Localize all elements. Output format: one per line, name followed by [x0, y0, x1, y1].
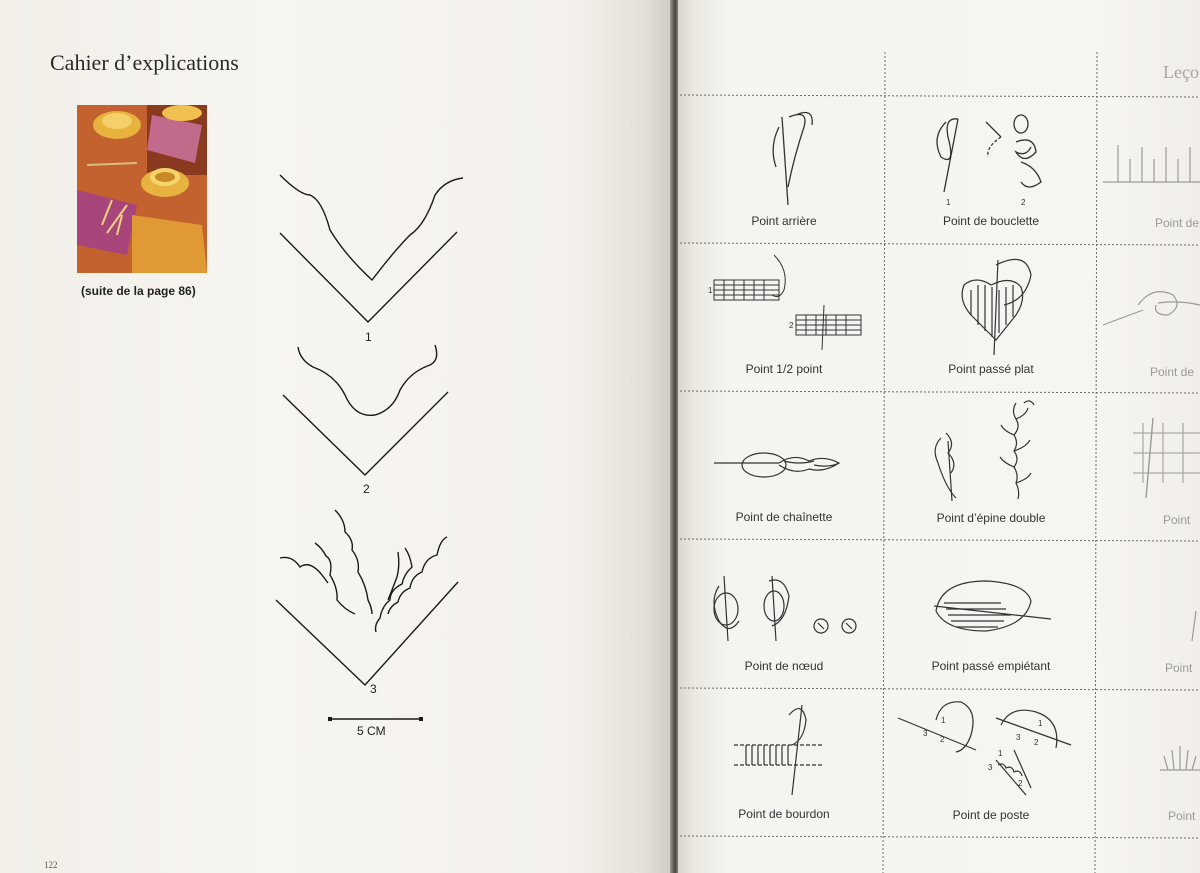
knot-stitch-illustration [684, 541, 884, 656]
stitch-label: Point de chaînette [735, 510, 833, 524]
scale-label: 5 CM [357, 724, 386, 738]
svg-text:1: 1 [1038, 719, 1043, 728]
svg-text:3: 3 [988, 763, 993, 772]
cut-stitch-illustration [1098, 245, 1200, 355]
photo-caption: (suite de la page 86) [81, 284, 196, 298]
stitch-cell-cut [1098, 97, 1200, 243]
svg-text:3: 3 [1016, 733, 1021, 742]
stitch-label: Point de bouclette [942, 214, 1040, 228]
back-stitch-illustration [684, 97, 884, 207]
satin-stitch-illustration [886, 245, 1096, 360]
stitch-cell [886, 393, 1096, 539]
svg-text:2: 2 [1018, 779, 1023, 788]
stitch-label: Point de bourdon [738, 807, 830, 821]
cut-stitch-illustration [1098, 541, 1200, 651]
stitch-cell [886, 541, 1096, 688]
stitch-cell [886, 690, 1096, 836]
stitch-cell [684, 245, 884, 391]
figure-number: 2 [363, 482, 370, 496]
stitch-label: Point de poste [952, 808, 1030, 822]
stitch-cell [684, 393, 884, 539]
stitch-label: Point de nœud [744, 659, 824, 673]
double-feather-stitch-illustration [886, 393, 1096, 508]
svg-text:2: 2 [1034, 738, 1039, 747]
stitch-cell-cut [1098, 245, 1200, 391]
long-short-stitch-illustration [886, 541, 1096, 656]
svg-text:2: 2 [940, 735, 945, 744]
half-stitch-illustration [684, 245, 884, 360]
svg-text:1: 1 [941, 716, 946, 725]
stitch-cell [684, 97, 884, 243]
svg-text:1: 1 [946, 198, 951, 207]
stitch-label-cut: Point [1168, 809, 1196, 823]
page-title: Cahier d’explications [50, 50, 239, 75]
stitch-cell-cut [1098, 690, 1200, 836]
stitch-label-cut: Point [1163, 513, 1191, 527]
loop-stitch-illustration [886, 97, 1096, 207]
stitch-label: Point arrière [751, 214, 817, 228]
svg-text:1: 1 [998, 749, 1003, 758]
stitch-cell-cut [1098, 541, 1200, 688]
figure-number: 3 [370, 682, 377, 696]
stitch-cell [684, 690, 884, 836]
stitch-label: Point 1/2 point [745, 362, 823, 376]
svg-text:3: 3 [923, 729, 928, 738]
stitch-label-cut: Point de [1155, 216, 1200, 230]
svg-text:2: 2 [1021, 198, 1026, 207]
stitch-cell-cut [1098, 393, 1200, 539]
stitch-label: Point passé plat [948, 362, 1034, 376]
stitch-label-cut: Point de [1150, 365, 1195, 379]
svg-text:1: 1 [708, 286, 713, 295]
page-number: 122 [44, 860, 58, 870]
stitch-cell [886, 97, 1096, 243]
stitch-cell [684, 541, 884, 688]
stitch-label: Point passé empiétant [931, 659, 1051, 673]
cut-stitch-illustration [1098, 393, 1200, 503]
figure-number: 1 [365, 330, 372, 344]
bullion-stitch-illustration [886, 690, 1096, 805]
stitch-label-cut: Point [1165, 661, 1193, 675]
cut-stitch-illustration [1098, 97, 1200, 207]
svg-text:2: 2 [789, 321, 794, 330]
lesson-header: Leço [1163, 62, 1199, 82]
stitch-cell [886, 245, 1096, 391]
chain-stitch-illustration [684, 393, 884, 508]
cut-stitch-illustration [1098, 690, 1200, 800]
trailing-stitch-illustration [684, 690, 884, 805]
stitch-label: Point d’épine double [936, 511, 1046, 525]
